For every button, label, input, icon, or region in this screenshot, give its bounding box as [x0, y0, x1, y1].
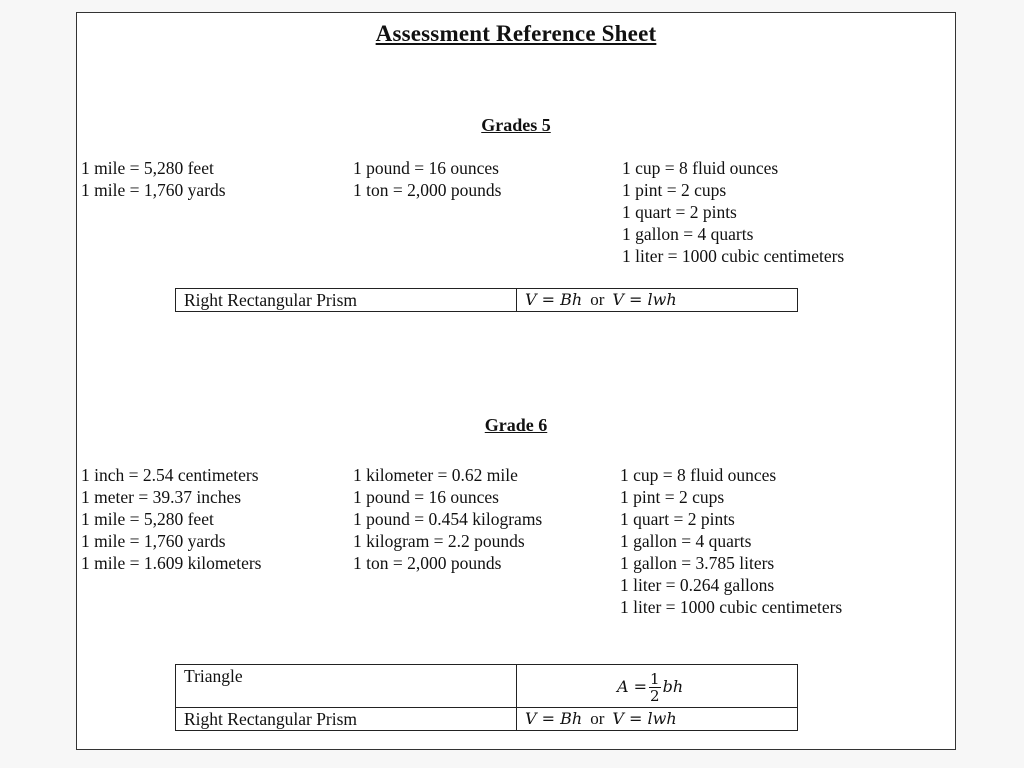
formula-part: V = lwh	[612, 709, 677, 728]
conversion-item: 1 ton = 2,000 pounds	[353, 180, 502, 200]
conversion-item: 1 gallon = 3.785 liters	[620, 553, 775, 573]
grade6-weight-conversions	[353, 464, 542, 574]
grade5-formula-table	[175, 288, 798, 312]
conversion-item: 1 mile = 5,280 feet	[81, 158, 214, 178]
formula	[517, 289, 798, 312]
conversion-item: 1 meter = 39.37 inches	[81, 487, 242, 507]
grade5-length-conversions	[81, 157, 226, 201]
conversion-item: 1 kilometer = 0.62 mile	[353, 465, 518, 485]
grade6-volume-conversions	[620, 464, 842, 618]
conversion-item: 1 mile = 1,760 yards	[81, 180, 226, 200]
conversion-item: 1 liter = 1000 cubic centimeters	[622, 246, 845, 266]
conversion-item: 1 gallon = 4 quarts	[620, 531, 752, 551]
conversion-item: 1 quart = 2 pints	[620, 509, 735, 529]
conversion-item: 1 inch = 2.54 centimeters	[81, 465, 259, 485]
formula-part: V = lwh	[612, 290, 677, 309]
triangle-formula-expression	[617, 667, 683, 707]
grade6-heading: Grade 6	[484, 415, 548, 435]
conversion-item: 1 mile = 5,280 feet	[81, 509, 214, 529]
formula-row	[176, 289, 798, 312]
grade5-volume-conversions	[622, 157, 844, 267]
grade6-length-conversions	[81, 464, 261, 574]
or-word: or	[590, 709, 605, 728]
shape-name: Right Rectangular Prism	[176, 289, 517, 312]
fraction-numerator: 1	[650, 669, 660, 688]
formula-part: V = Bh	[525, 709, 583, 728]
formula-row	[176, 665, 798, 708]
conversion-item: 1 liter = 0.264 gallons	[620, 575, 775, 595]
conversion-item: 1 liter = 1000 cubic centimeters	[620, 597, 843, 617]
conversion-item: 1 mile = 1.609 kilometers	[81, 553, 262, 573]
conversion-item: 1 pound = 16 ounces	[353, 158, 499, 178]
grade5-weight-conversions	[353, 157, 501, 201]
conversion-item: 1 mile = 1,760 yards	[81, 531, 226, 551]
reference-sheet	[76, 12, 956, 750]
conversion-item: 1 cup = 8 fluid ounces	[620, 465, 777, 485]
fraction-denominator: 2	[650, 686, 660, 705]
conversion-item: 1 kilogram = 2.2 pounds	[353, 531, 525, 551]
grade6-formula-table	[175, 664, 798, 731]
conversion-item: 1 ton = 2,000 pounds	[353, 553, 502, 573]
shape-name: Triangle	[176, 665, 517, 708]
conversion-item: 1 pound = 0.454 kilograms	[353, 509, 543, 529]
or-word: or	[590, 290, 605, 309]
formula	[517, 708, 798, 731]
sheet-title: Assessment Reference Sheet	[375, 21, 657, 46]
formula-part: V = Bh	[525, 290, 583, 309]
conversion-item: 1 pint = 2 cups	[620, 487, 725, 507]
formula-row	[176, 708, 798, 731]
shape-name: Right Rectangular Prism	[176, 708, 517, 731]
grade5-heading: Grades 5	[481, 115, 551, 135]
conversion-item: 1 pound = 16 ounces	[353, 487, 499, 507]
conversion-item: 1 pint = 2 cups	[622, 180, 727, 200]
fraction	[649, 671, 661, 704]
conversion-item: 1 cup = 8 fluid ounces	[622, 158, 779, 178]
conversion-item: 1 quart = 2 pints	[622, 202, 737, 222]
triangle-formula	[517, 665, 798, 708]
formula-part: A =	[617, 677, 648, 696]
formula-part: bh	[662, 677, 684, 696]
conversion-item: 1 gallon = 4 quarts	[622, 224, 754, 244]
